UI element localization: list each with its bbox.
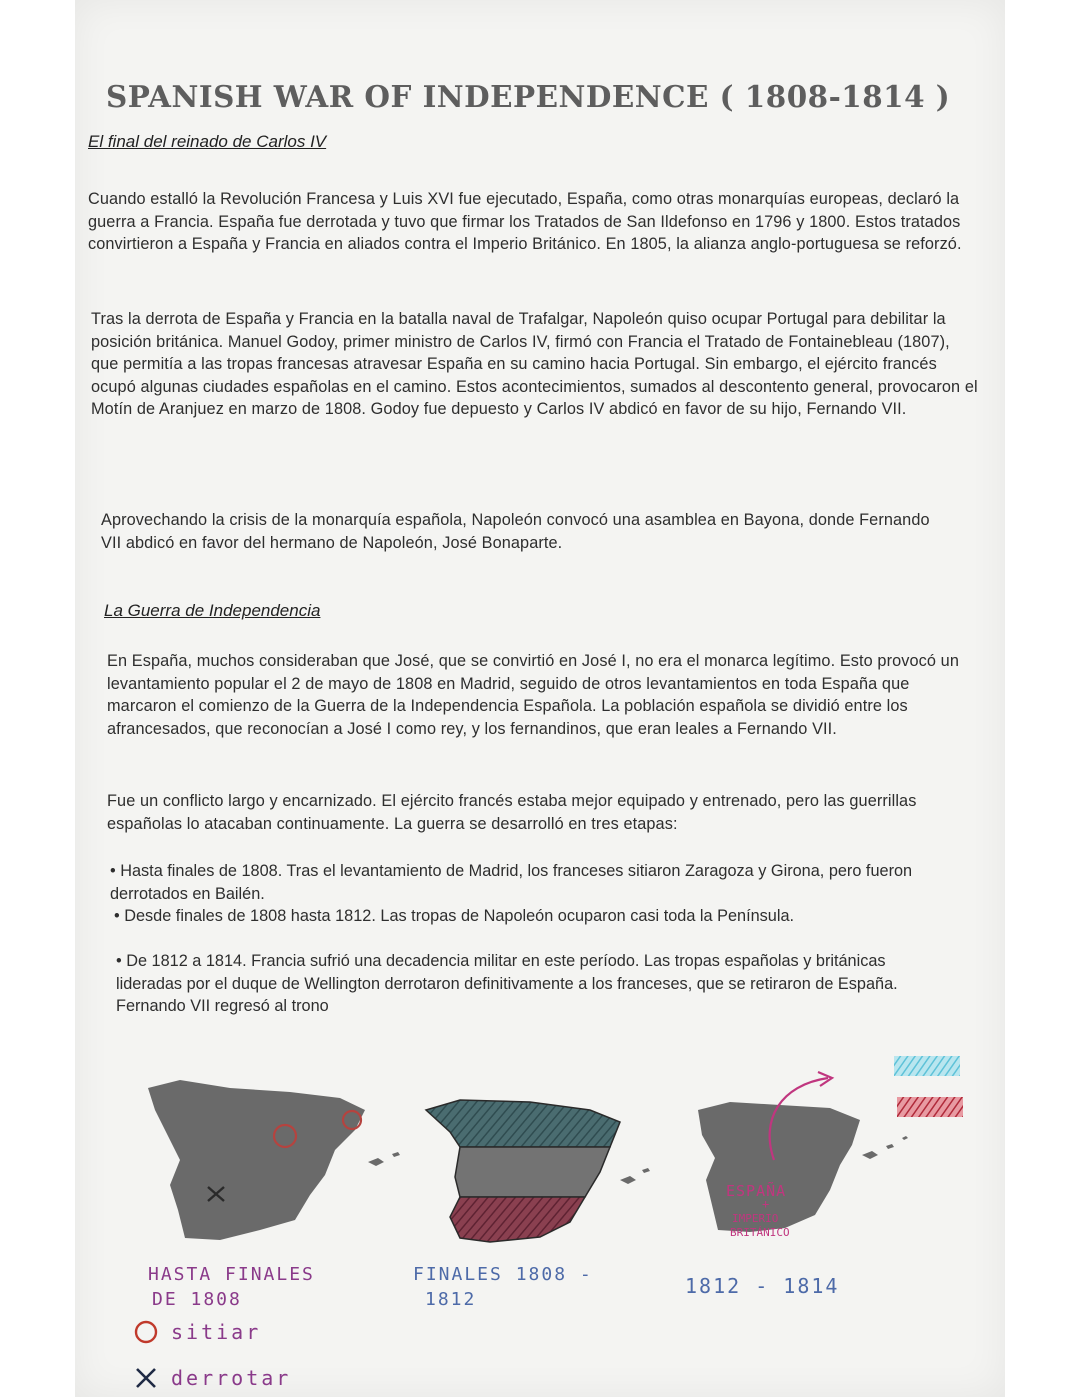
map2-north-zone [426, 1100, 620, 1147]
map1-caption-line1: HASTA FINALES [148, 1264, 315, 1285]
map2-caption-line1: FINALES 1808 - [413, 1264, 593, 1285]
map-1808-1812 [420, 1092, 660, 1272]
map1-caption [148, 1262, 315, 1312]
section-heading-guerra: La Guerra de Independencia [104, 601, 321, 620]
circle-icon [133, 1319, 159, 1345]
paragraph-revolucion: Cuando estalló la Revolución Francesa y Luis XVI fue ejecutado, España, como otras monarquías europeas, declaró la guerra a Francia. España fue derrotada y tuvo que firmar los Tratados de San Ildefonso en 1796 y 1800. Estos tratados convirtieron a España y Francia en aliados contra el Imperio Británico. En 1805, la alianza anglo-portuguesa se reforzó. [88, 190, 962, 254]
paragraph-jose-i: En España, muchos consideraban que José, que se convirtió en José I, no era el monarca legítimo. Esto provocó un levantamiento popular el 2 de mayo de 1808 en Madrid, seguido de otros levantamientos en toda España que marcaron el comienzo de la Guerra de la Independencia Española. La población española se dividió entre los afrancesados, que reconocían a José I como rey, y los fernandinos, que eran leales a Fernando VII. [107, 652, 959, 738]
map2-caption-line2: 1812 [425, 1289, 477, 1310]
bullet-stage-2: • Desde finales de 1808 hasta 1812. Las tropas de Napoleón ocuparon casi toda la Península. [114, 907, 795, 925]
map-1812-1814 [690, 1070, 920, 1260]
islands [862, 1136, 908, 1159]
legend-sitiar-label: sitiar [171, 1320, 262, 1344]
legend-derrotar-label: derrotar [171, 1366, 292, 1390]
map2-south-zone [450, 1197, 585, 1242]
map1-spain-shape [148, 1080, 365, 1240]
map3-caption: 1812 - 1814 [685, 1274, 840, 1298]
paragraph-bayona: Aprovechando la crisis de la monarquía española, Napoleón convocó una asamblea en Bayona, donde Fernando VII abdicó en favor del hermano de Napoleón, José Bonaparte. [101, 511, 930, 552]
section-heading-final-reinado: El final del reinado de Carlos IV [88, 132, 327, 151]
islands [620, 1168, 650, 1184]
cross-icon [133, 1365, 159, 1391]
map3-label-britanico: BRITÁNICO [730, 1226, 790, 1239]
legend-derrotar [133, 1364, 291, 1392]
map1-caption-line2: DE 1808 [152, 1289, 242, 1310]
map-hasta-1808 [140, 1070, 400, 1255]
paragraph-conflicto: Fue un conflicto largo y encarnizado. El ejército francés estaba mejor equipado y entrenado, pero las guerrillas españolas lo atacaban continuamente. La guerra se desarrolló en tres etapas: [107, 792, 917, 833]
map3-label-plus: + [762, 1197, 770, 1211]
legend-sitiar [133, 1318, 261, 1346]
bullet-stage-3: • De 1812 a 1814. Francia sufrió una decadencia militar en este período. Las tropas españolas y británicas lideradas por el duque de Wellington derrotaron definitivamente a los franceses, que se retiraron de España. Fernando VII regresó al trono [116, 952, 898, 1016]
islands [368, 1152, 400, 1166]
map3-label-imperio: IMPERIO [732, 1212, 779, 1225]
map3-label-espana: ESPAÑA [726, 1182, 787, 1200]
map3-spain-shape [698, 1102, 860, 1232]
page-title: SPANISH WAR OF INDEPENDENCE ( 1808-1814 ) [106, 80, 951, 115]
paragraph-trafalgar: Tras la derrota de España y Francia en la batalla naval de Trafalgar, Napoleón quiso ocupar Portugal para debilitar la posición británica. Manuel Godoy, primer ministro de Carlos IV, firmó con Francia el Tratado de Fontainebleau (1807), que permitía a las tropas francesas atravesar España en su camino hacia Portugal. Sin embargo, el ejército francés ocupó algunas ciudades españolas en el camino. Estos acontecimientos, sumados al descontento general, provocaron el Motín de Aranjuez en marzo de 1808. Godoy fue depuesto y Carlos IV abdicó en favor de su hijo, Fernando VII. [91, 310, 978, 419]
map2-caption [413, 1262, 593, 1312]
bullet-stage-1: • Hasta finales de 1808. Tras el levantamiento de Madrid, los franceses sitiaron Zaragoza y Girona, pero fueron derrotados en Bailén. [110, 862, 913, 903]
map2-middle-zone [455, 1147, 610, 1197]
